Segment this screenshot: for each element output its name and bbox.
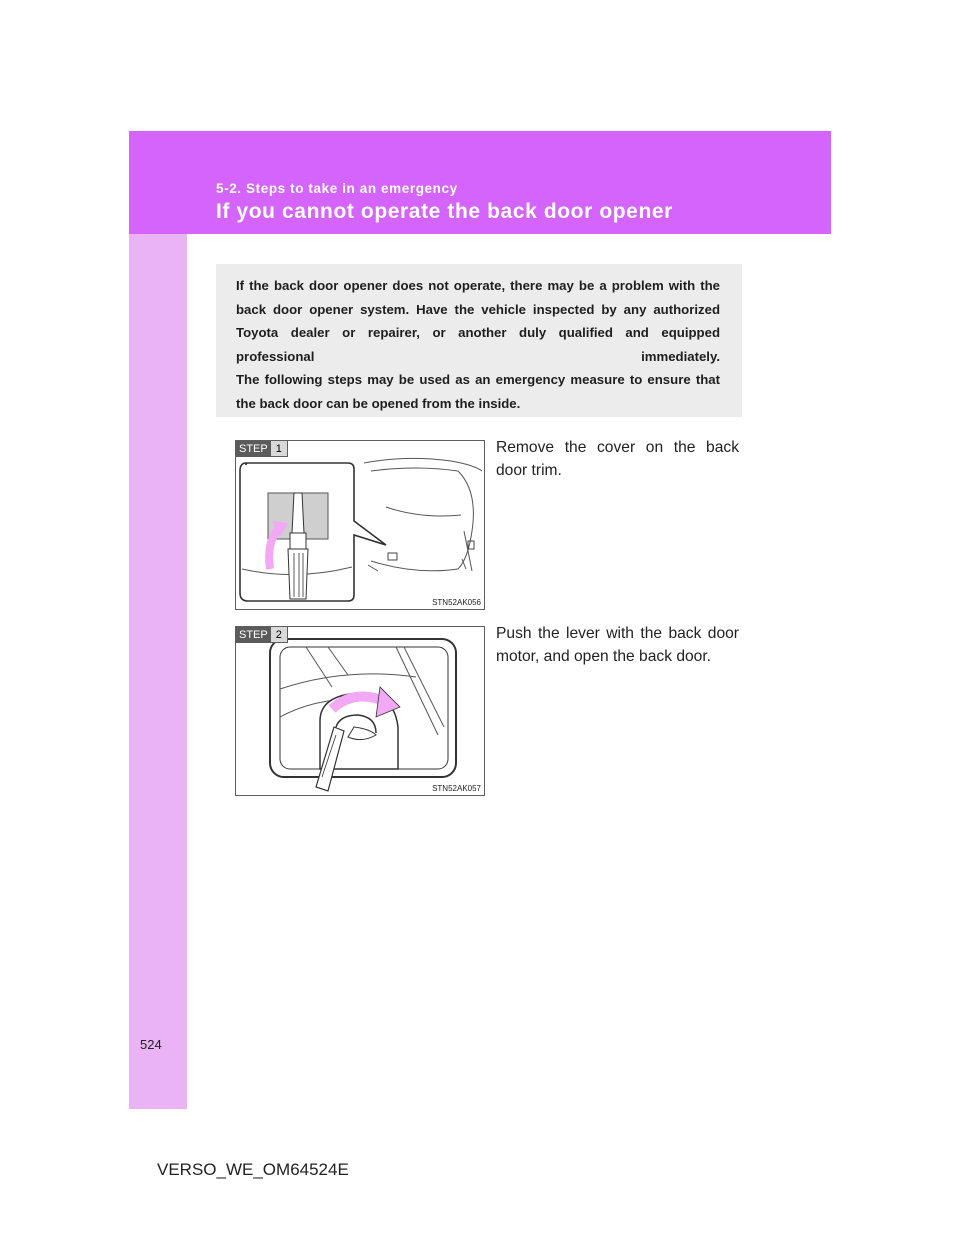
step-2-illustration — [235, 626, 485, 796]
document-code: VERSO_WE_OM64524E — [157, 1160, 349, 1179]
step-1-text: Remove the cover on the back door trim. — [496, 439, 739, 479]
side-tab — [129, 131, 187, 1109]
page-title: If you cannot operate the back door opener — [216, 200, 673, 223]
step-label — [236, 441, 288, 457]
page-number: 524 — [140, 1037, 162, 1052]
step-word: STEP — [236, 441, 271, 457]
step-number: 1 — [271, 441, 288, 457]
step-2-text: Push the lever with the back door motor, and open the back door. — [496, 625, 739, 665]
caution-note — [216, 264, 742, 417]
back-door-motor-lever-illustration — [236, 627, 484, 795]
figure-code: STN52AK056 — [432, 598, 481, 607]
step-word: STEP — [236, 627, 271, 643]
step-number: 2 — [271, 627, 288, 643]
note-paragraph: The following steps may be used as an emergency measure to ensure that the back door can be opened from the inside. — [236, 372, 720, 411]
back-door-trim-illustration — [236, 441, 484, 609]
step-label — [236, 627, 288, 643]
step-1-illustration — [235, 440, 485, 610]
note-paragraph: If the back door opener does not operate, there may be a problem with the back door opener system. Have the vehicle inspected by any authorized Toyota dealer or repairer, or another duly qualified and equipped professional immediately. — [236, 278, 720, 364]
section-title: 5-2. Steps to take in an emergency — [216, 181, 458, 196]
figure-code: STN52AK057 — [432, 784, 481, 793]
